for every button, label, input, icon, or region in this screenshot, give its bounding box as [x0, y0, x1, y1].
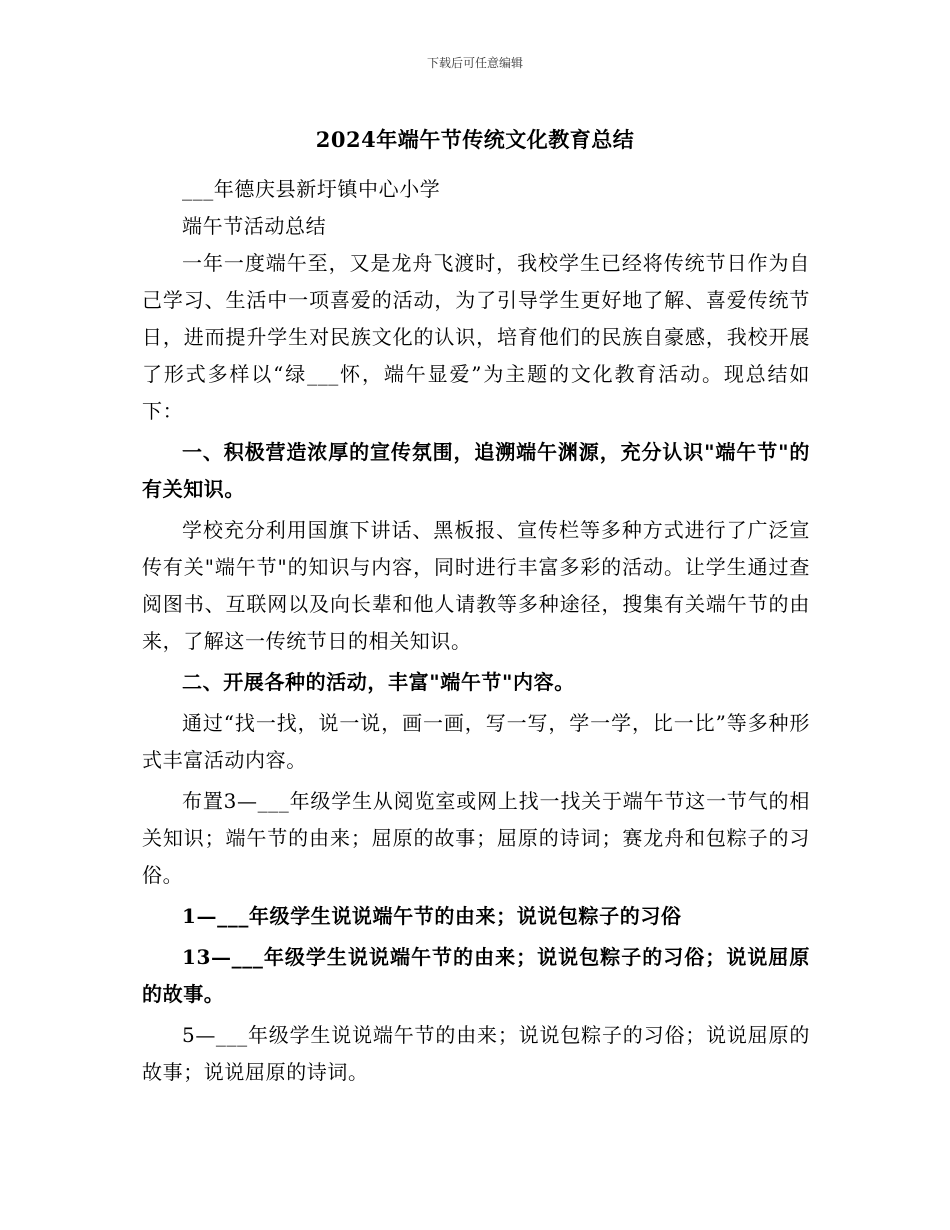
document-body	[142, 171, 810, 1091]
page-header-note: 下载后可任意编辑	[426, 56, 523, 70]
grade-task-line-3: 5—___年级学生说说端午节的由来；说说包粽子的习俗；说说屈原的故事；说说屈原的诗词。	[142, 1023, 810, 1084]
grade-task-line-2: 13—___年级学生说说端午节的由来；说说包粽子的习俗；说说屈原的故事。	[142, 945, 810, 1006]
section-heading-2: 二、开展各种的活动，丰富"端午节"内容。	[182, 670, 575, 694]
assignment-paragraph: 布置3—___年级学生从阅览室或网上找一找关于端午节这一节气的相关知识；端午节的由来；屈原的故事；屈原的诗词；赛龙舟和包粽子的习俗。	[142, 789, 810, 887]
school-name-line: ___年德庆县新圩镇中心小学	[182, 177, 441, 201]
activities-paragraph: 通过“找一找，说一说，画一画，写一写，学一学，比一比”等多种形式丰富活动内容。	[142, 711, 810, 772]
section-1-paragraph: 学校充分利用国旗下讲话、黑板报、宣传栏等多种方式进行了广泛宣传有关"端午节"的知识与内容，同时进行丰富多彩的活动。让学生通过查阅图书、互联网以及向长辈和他人请教等多种途径，搜集有关端午节的由来，了解这一传统节日的相关知识。	[142, 518, 810, 653]
document-title: 2024年端午节传统文化教育总结	[315, 127, 635, 152]
grade-task-line-1: 1—___年级学生说说端午节的由来；说说包粽子的习俗	[182, 904, 682, 928]
intro-paragraph: 一年一度端午至，又是龙舟飞渡时，我校学生已经将传统节日作为自己学习、生活中一项喜爱的活动，为了引导学生更好地了解、喜爱传统节日，进而提升学生对民族文化的认识，培育他们的民族自豪感，我校开展了形式多样以“绿___怀，端午显爱”为主题的文化教育活动。现总结如下：	[142, 251, 810, 423]
subtitle-line: 端午节活动总结	[182, 214, 327, 238]
section-heading-1: 一、积极营造浓厚的宣传氛围，追溯端午渊源，充分认识"端午节"的有关知识。	[142, 440, 810, 501]
